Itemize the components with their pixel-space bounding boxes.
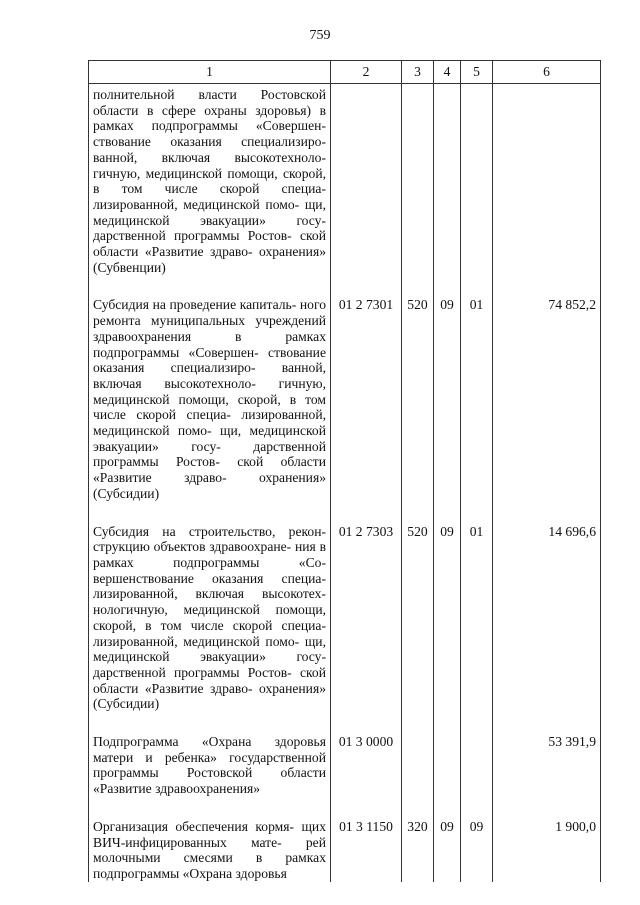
page-number: 759 xyxy=(309,28,331,43)
description-line: Субсидия на проведение капиталь- xyxy=(93,297,297,313)
spacer-cell xyxy=(402,712,434,732)
spacer-cell xyxy=(461,502,493,522)
description-line: ния в рамках подпрограммы «Со- xyxy=(93,539,327,570)
description-line: лизированной, медицинской помо- xyxy=(93,196,300,212)
expense-type-code xyxy=(402,732,434,797)
description-line: ской области «Развитие здраво- xyxy=(93,664,326,696)
description-line: нологичную, медицинской помощи, xyxy=(93,602,326,618)
description-line: ской области «Развитие здраво- xyxy=(93,228,326,260)
spacer-cell xyxy=(493,502,601,522)
spacer-cell xyxy=(331,502,402,522)
description-line: Организация обеспечения кормя- xyxy=(93,818,295,834)
table-header xyxy=(89,61,601,84)
description-line: охранения» (Субсидии) xyxy=(93,680,326,712)
description-line: лизированной, медицинской помо- xyxy=(93,633,300,649)
table-row xyxy=(89,522,601,712)
description-line: дарственной программы Ростов- xyxy=(93,228,292,244)
row-description xyxy=(89,295,331,501)
section-code: 09 xyxy=(434,522,461,712)
description-line: дарственной программы Ростов- xyxy=(93,664,292,680)
spacer-cell xyxy=(461,797,493,817)
description-line: Субсидия на строительство, рекон- xyxy=(93,523,326,539)
description-line: ного ремонта муниципальных xyxy=(93,297,327,329)
expense-type-code: 520 xyxy=(402,295,434,501)
column-header-5: 5 xyxy=(461,61,493,84)
amount-value: 74 852,2 xyxy=(493,295,601,501)
spacer-cell xyxy=(434,502,461,522)
subsection-code xyxy=(461,84,493,276)
description-line: дарственной программы Ростов- xyxy=(93,438,326,470)
target-article-code: 01 2 7301 xyxy=(331,295,402,501)
description-line: Подпрограмма «Охрана здоровья xyxy=(93,734,326,750)
section-code: 09 xyxy=(434,817,461,882)
description-line: области в сфере охраны здоровья) в xyxy=(93,102,326,118)
section-code: 09 xyxy=(434,295,461,501)
row-description xyxy=(89,522,331,712)
description-line: вершенствование оказания специа- xyxy=(93,570,326,586)
target-article-code: 01 3 0000 xyxy=(331,732,402,797)
description-line: рей молочными смесями в рамках xyxy=(93,834,326,866)
budget-table xyxy=(88,60,601,882)
description-line: лизированной, медицинской помо- xyxy=(93,407,327,439)
subsection-code: 01 xyxy=(461,295,493,501)
amount-value: 53 391,9 xyxy=(493,732,601,797)
description-line: струкцию объектов здравоохране- xyxy=(93,539,292,555)
table-row xyxy=(89,732,601,797)
table-body xyxy=(89,84,601,882)
spacer-cell xyxy=(434,275,461,295)
expense-type-code xyxy=(402,84,434,276)
spacer-cell xyxy=(89,502,331,522)
description-line: щи, медицинской эвакуации» госу- xyxy=(93,196,326,228)
table-row xyxy=(89,295,601,501)
column-header-1: 1 xyxy=(89,61,331,84)
row-spacer xyxy=(89,797,601,817)
description-line: матери и ребенка» государственной xyxy=(93,749,326,765)
subsection-code xyxy=(461,732,493,797)
description-line: скорой, в том числе скорой специа- xyxy=(93,617,326,633)
description-line: полнительной власти Ростовской xyxy=(93,87,326,102)
description-line: лизированной, включая высокотех- xyxy=(93,586,326,602)
description-line: скорой, в том числе скорой специа- xyxy=(93,391,326,423)
description-line: щих ВИЧ-инфицированных мате- xyxy=(93,818,326,850)
spacer-cell xyxy=(402,275,434,295)
description-line: рамках подпрограммы «Совершен- xyxy=(93,118,326,134)
subsection-code: 09 xyxy=(461,817,493,882)
description-line: ствование оказания специализиро- xyxy=(93,344,326,376)
column-header-3: 3 xyxy=(402,61,434,84)
spacer-cell xyxy=(434,712,461,732)
row-description xyxy=(89,817,331,882)
description-line: рамках подпрограммы «Совершен- xyxy=(93,328,326,360)
description-line: программы Ростовской области xyxy=(93,765,326,781)
description-line: подпрограммы «Охрана здоровья xyxy=(93,865,287,881)
row-spacer xyxy=(89,502,601,522)
amount-value: 1 900,0 xyxy=(493,817,601,882)
spacer-cell xyxy=(402,502,434,522)
row-spacer xyxy=(89,275,601,295)
row-description xyxy=(89,732,331,797)
spacer-cell xyxy=(402,797,434,817)
subsection-code: 01 xyxy=(461,522,493,712)
spacer-cell xyxy=(89,275,331,295)
spacer-cell xyxy=(461,712,493,732)
column-header-4: 4 xyxy=(434,61,461,84)
description-line: ванной, включая высокотехноло- xyxy=(93,149,326,165)
spacer-cell xyxy=(461,275,493,295)
row-description xyxy=(89,84,331,276)
spacer-cell xyxy=(89,797,331,817)
description-line: охранения» (Субсидии) xyxy=(93,470,326,501)
row-spacer xyxy=(89,712,601,732)
expense-type-code: 520 xyxy=(402,522,434,712)
description-line: ской области «Развитие здраво- xyxy=(93,454,327,486)
description-line: охранения» (Субвенции) xyxy=(93,244,326,275)
description-line: скорой, в том числе скорой специа- xyxy=(93,165,326,197)
column-header-2: 2 xyxy=(331,61,402,84)
target-article-code: 01 2 7303 xyxy=(331,522,402,712)
description-line: гичную, медицинской помощи, xyxy=(93,375,326,407)
column-header-6: 6 xyxy=(493,61,601,84)
table-row xyxy=(89,817,601,882)
spacer-cell xyxy=(331,712,402,732)
description-line: учреждений здравоохранения в xyxy=(93,313,326,344)
table-row xyxy=(89,84,601,276)
spacer-cell xyxy=(434,797,461,817)
target-article-code: 01 3 1150 xyxy=(331,817,402,882)
spacer-cell xyxy=(89,712,331,732)
target-article-code xyxy=(331,84,402,276)
description-line: «Развитие здравоохранения» xyxy=(93,781,261,797)
amount-value: 14 696,6 xyxy=(493,522,601,712)
description-line: гичную, медицинской помощи, xyxy=(93,165,278,181)
description-line: ствование оказания специализиро- xyxy=(93,134,326,150)
spacer-cell xyxy=(331,797,402,817)
spacer-cell xyxy=(493,797,601,817)
spacer-cell xyxy=(493,712,601,732)
description-line: щи, медицинской эвакуации» госу- xyxy=(93,423,326,454)
section-code xyxy=(434,732,461,797)
description-line: щи, медицинской эвакуации» госу- xyxy=(93,633,326,665)
section-code xyxy=(434,84,461,276)
description-line: ванной, включая высокотехноло- xyxy=(93,360,326,391)
amount-value xyxy=(493,84,601,276)
spacer-cell xyxy=(493,275,601,295)
expense-type-code: 320 xyxy=(402,817,434,882)
spacer-cell xyxy=(331,275,402,295)
